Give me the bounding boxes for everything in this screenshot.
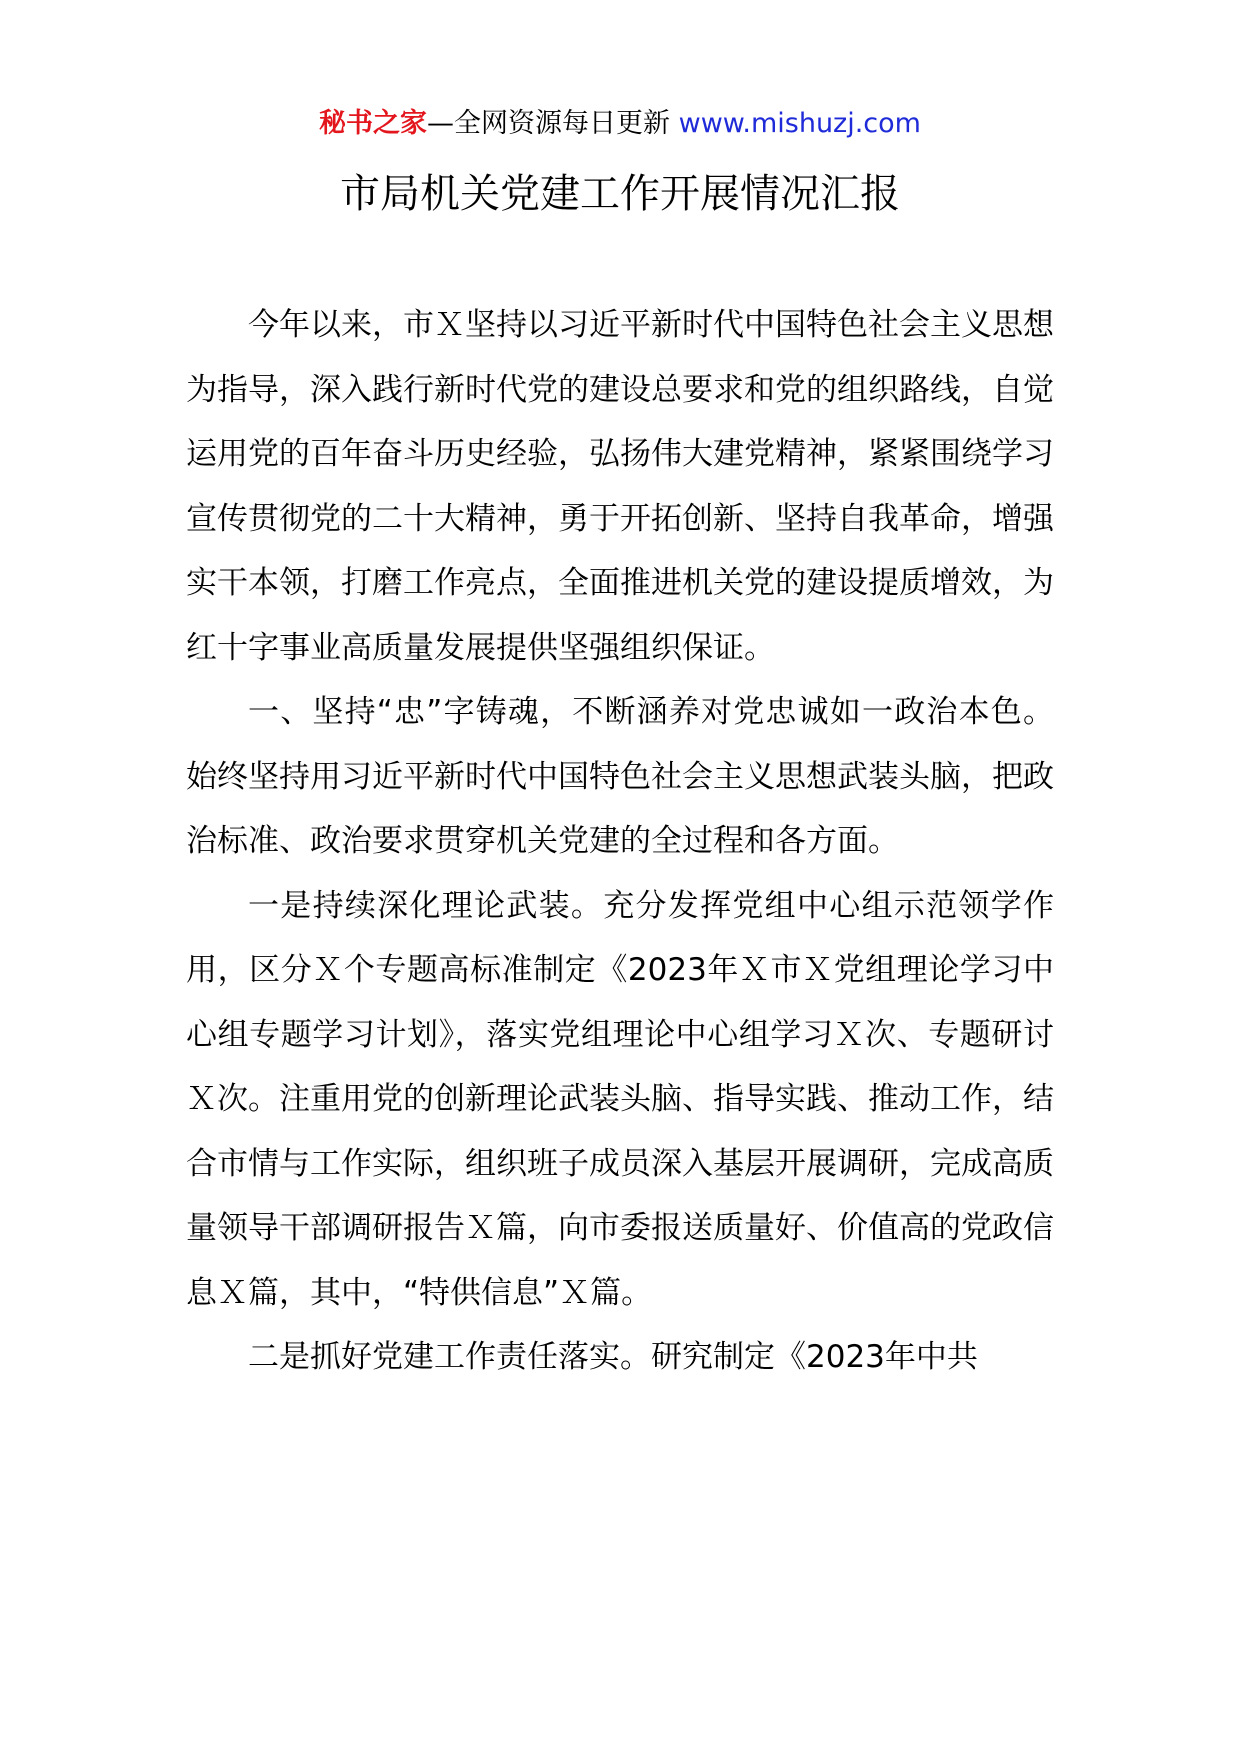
document-body	[186, 293, 1054, 1390]
point-one-paragraph: 一是持续深化理论武装。充分发挥党组中心组示范领学作用，区分Ｘ个专题高标准制定《2023年Ｘ市Ｘ党组理论学习中心组专题学习计划》，落实党组理论中心组学习Ｘ次、专题研讨Ｘ次。注重用党的创新理论武装头脑、指导实践、推动工作，结合市情与工作实际，组织班子成员深入基层开展调研，完成高质量领导干部调研报告Ｘ篇，向市委报送质量好、价值高的党政信息Ｘ篇，其中，“特供信息”Ｘ篇。	[186, 887, 1054, 1311]
intro-paragraph: 今年以来，市Ｘ坚持以习近平新时代中国特色社会主义思想为指导，深入践行新时代党的建设总要求和党的组织路线，自觉运用党的百年奋斗历史经验，弘扬伟大建党精神，紧紧围绕学习宣传贯彻党的二十大精神，勇于开拓创新、坚持自我革命，增强实干本领，打磨工作亮点，全面推进机关党的建设提质增效，为红十字事业高质量发展提供坚强组织保证。	[186, 307, 1054, 666]
section-one-heading-paragraph: 一、坚持“忠”字铸魂，不断涵养对党忠诚如一政治本色。始终坚持用习近平新时代中国特色社会主义思想武装头脑，把政治标准、政治要求贯穿机关党建的全过程和各方面。	[186, 694, 1054, 859]
point-two-paragraph: 二是抓好党建工作责任落实。研究制定《2023年中共	[248, 1339, 978, 1375]
site-url-link[interactable]: www.mishuzj.com	[678, 108, 921, 139]
site-header	[0, 104, 1240, 144]
site-name: 秘书之家	[319, 108, 428, 139]
document-title: 市局机关党建工作开展情况汇报	[340, 171, 900, 217]
site-slogan: —全网资源每日更新	[427, 108, 679, 139]
